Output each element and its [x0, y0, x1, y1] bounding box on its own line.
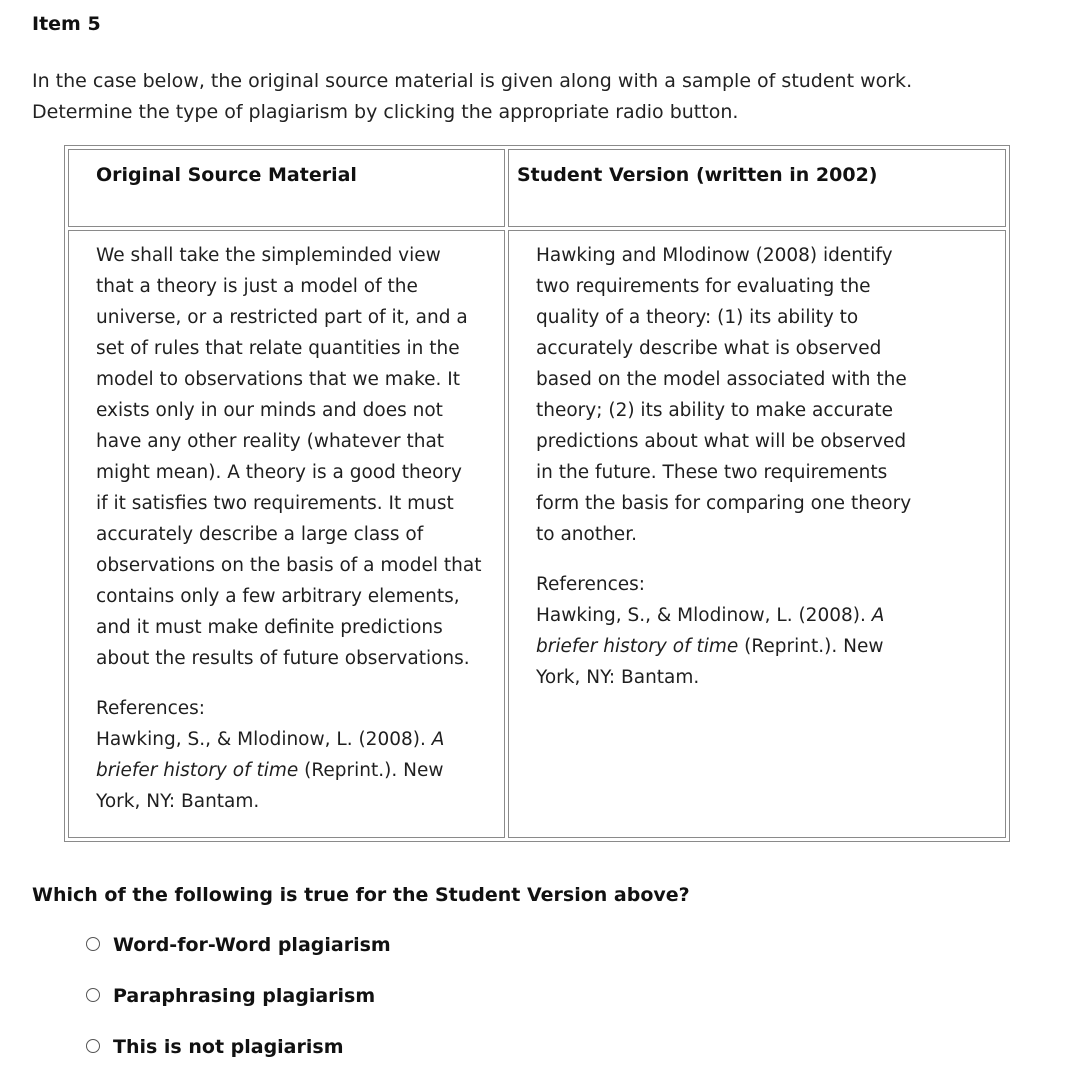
student-line: based on the model associated with the — [536, 369, 907, 390]
original-text — [96, 240, 486, 674]
table-content-row — [68, 230, 1006, 838]
option-label[interactable]: Word-for-Word plagiarism — [113, 934, 391, 956]
option-label[interactable]: This is not plagiarism — [113, 1036, 344, 1058]
radio-button[interactable] — [86, 937, 100, 951]
radio-button[interactable] — [86, 1039, 100, 1053]
student-line: predictions about what will be observed — [536, 431, 907, 452]
original-line: contains only a few arbitrary elements, — [96, 586, 460, 607]
references-label: References: — [536, 574, 646, 595]
answer-options — [86, 930, 391, 1083]
instructions-line-1: In the case below, the original source material is given along with a sample of student work. — [32, 70, 913, 92]
original-line: set of rules that relate quantities in the — [96, 338, 460, 359]
original-line: have any other reality (whatever that — [96, 431, 445, 452]
original-line: might mean). A theory is a good theory — [96, 462, 462, 483]
table-header-row — [68, 149, 1006, 227]
option-word-for-word[interactable] — [86, 930, 391, 981]
student-line: accurately describe what is observed — [536, 338, 882, 359]
instructions-line-2: Determine the type of plagiarism by clicking the appropriate radio button. — [32, 101, 739, 123]
item-title: Item 5 — [32, 13, 101, 35]
original-line: accurately describe a large class of — [96, 524, 424, 545]
radio-button[interactable] — [86, 988, 100, 1002]
student-line: theory; (2) its ability to make accurate — [536, 400, 894, 421]
comparison-table — [64, 145, 1010, 842]
student-version-header: Student Version (written in 2002) — [508, 149, 1006, 227]
student-line: quality of a theory: (1) its ability to — [536, 307, 859, 328]
reference-edition: (Reprint.). New — [738, 636, 884, 657]
reference-line-3: York, NY: Bantam. — [536, 667, 700, 688]
reference-title-start: A — [871, 605, 885, 626]
original-line: universe, or a restricted part of it, and a — [96, 307, 468, 328]
reference-line-2 — [536, 631, 987, 662]
reference-line-1 — [536, 600, 987, 631]
original-line: and it must make definite predictions — [96, 617, 443, 638]
original-line: that a theory is just a model of the — [96, 276, 418, 297]
reference-line-2 — [96, 755, 486, 786]
original-line: about the results of future observations. — [96, 648, 470, 669]
student-line: in the future. These two requirements — [536, 462, 888, 483]
original-line: We shall take the simpleminded view — [96, 245, 441, 266]
student-references — [536, 569, 987, 693]
option-label[interactable]: Paraphrasing plagiarism — [113, 985, 376, 1007]
original-references — [96, 693, 486, 817]
reference-title-start: A — [431, 729, 445, 750]
student-version-cell — [508, 230, 1006, 838]
student-line: Hawking and Mlodinow (2008) identify — [536, 245, 893, 266]
option-not-plagiarism[interactable] — [86, 1032, 391, 1083]
reference-authors: Hawking, S., & Mlodinow, L. (2008). — [536, 605, 872, 626]
original-source-cell — [68, 230, 505, 838]
original-line: exists only in our minds and does not — [96, 400, 443, 421]
original-source-header: Original Source Material — [68, 149, 505, 227]
original-line: observations on the basis of a model that — [96, 555, 482, 576]
student-text — [536, 240, 987, 550]
reference-edition: (Reprint.). New — [298, 760, 444, 781]
original-line: model to observations that we make. It — [96, 369, 460, 390]
option-paraphrasing[interactable] — [86, 981, 391, 1032]
reference-line-3: York, NY: Bantam. — [96, 791, 260, 812]
reference-line-1 — [96, 724, 486, 755]
student-line: two requirements for evaluating the — [536, 276, 871, 297]
reference-authors: Hawking, S., & Mlodinow, L. (2008). — [96, 729, 432, 750]
student-line: form the basis for comparing one theory — [536, 493, 912, 514]
original-line: if it satisfies two requirements. It must — [96, 493, 454, 514]
question-text: Which of the following is true for the Student Version above? — [32, 884, 690, 906]
student-line: to another. — [536, 524, 637, 545]
reference-title: briefer history of time — [96, 760, 299, 781]
reference-title: briefer history of time — [536, 636, 739, 657]
instructions — [32, 66, 1032, 128]
references-label: References: — [96, 698, 206, 719]
